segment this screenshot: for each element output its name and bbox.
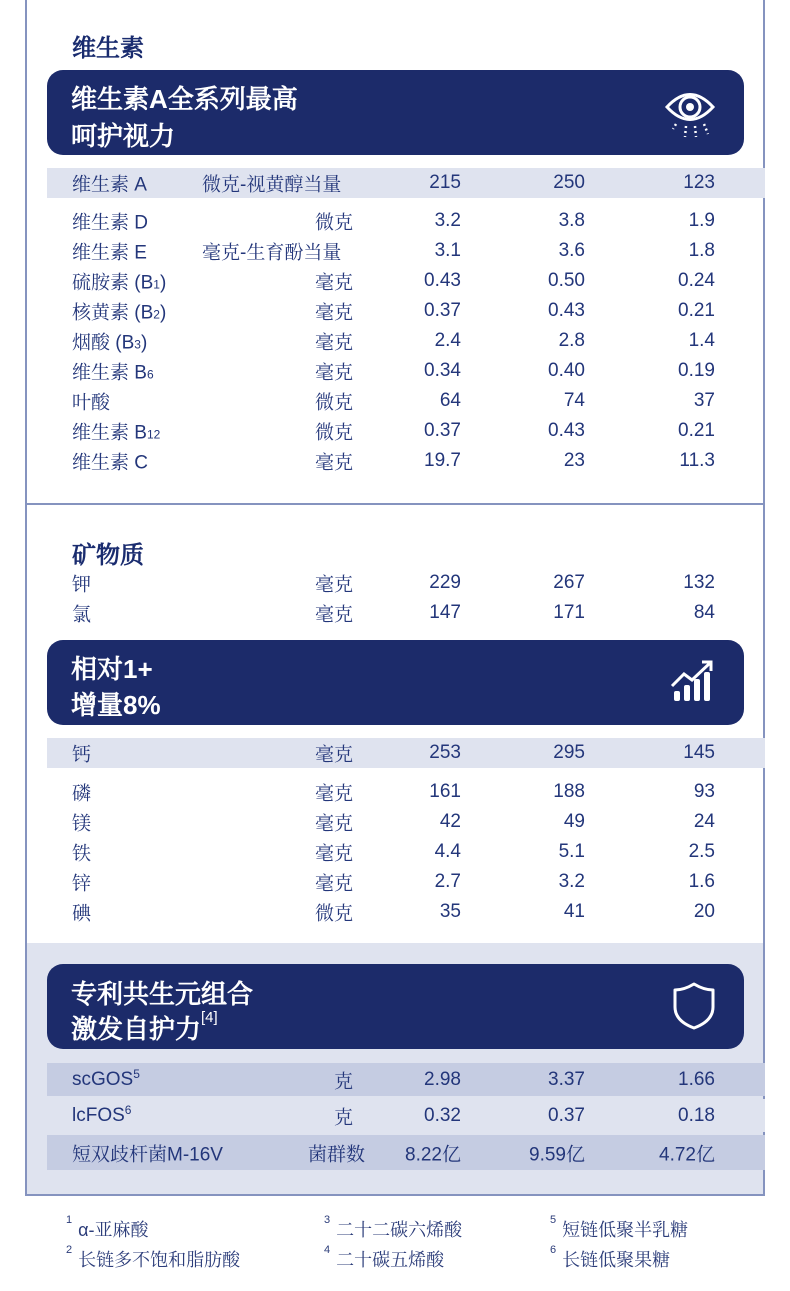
shield-icon xyxy=(672,981,716,1036)
table-row: 钙 毫克 253 295 145 xyxy=(47,738,765,768)
minerals-title: 矿物质 xyxy=(72,542,144,569)
growth-chart-icon xyxy=(670,658,716,709)
footnote: $^2$ 长链多不饱和脂肪酸 xyxy=(66,1244,241,1270)
table-row: 碘 微克 35 41 20 xyxy=(72,901,715,925)
prebiotics-banner-line1: 专利共生元组合 xyxy=(71,979,254,1009)
table-row: 维生素 E 毫克-生育酚当量 3.1 3.6 1.8 xyxy=(72,240,715,264)
table-row: 维生素 D 微克 3.2 3.8 1.9 xyxy=(72,210,715,234)
footnote: $^4$ 二十碳五烯酸 xyxy=(324,1244,445,1270)
vitamins-banner xyxy=(47,70,744,155)
prebiotics-banner-line2: 激发自护力[4] xyxy=(71,1009,218,1044)
table-row: 硫胺素 (B1) 毫克 0.43 0.50 0.24 xyxy=(72,270,715,294)
table-row: 钾 毫克 229 267 132 xyxy=(72,572,715,596)
prebiotics-banner xyxy=(47,964,744,1049)
minerals-banner-line1: 相对1+ xyxy=(71,654,153,684)
table-row: 维生素 A 微克-视黄醇当量 215 250 123 xyxy=(47,168,765,198)
table-row: 氯 毫克 147 171 84 xyxy=(72,602,715,626)
reference-marker: [4] xyxy=(201,1009,218,1026)
table-row: 短双歧杆菌M-16V 菌群数 8.22亿 9.59亿 4.72亿 xyxy=(47,1135,765,1170)
vitamins-banner-line1: 维生素A全系列最高 xyxy=(71,84,298,114)
table-row: 叶酸 微克 64 74 37 xyxy=(72,390,715,414)
table-row: 锌 毫克 2.7 3.2 1.6 xyxy=(72,871,715,895)
vitamins-title: 维生素 xyxy=(72,35,144,62)
table-row: 烟酸 (B3) 毫克 2.4 2.8 1.4 xyxy=(72,330,715,354)
minerals-banner xyxy=(47,640,744,725)
footnote: $^5$ 短链低聚半乳糖 xyxy=(550,1214,689,1240)
footnote: $^3$ 二十二碳六烯酸 xyxy=(324,1214,463,1240)
footnote: $^6$ 长链低聚果糖 xyxy=(550,1244,671,1270)
table-row: 镁 毫克 42 49 24 xyxy=(72,811,715,835)
table-row: 维生素 B12 微克 0.37 0.43 0.21 xyxy=(72,420,715,444)
table-row: 铁 毫克 4.4 5.1 2.5 xyxy=(72,841,715,865)
eye-icon xyxy=(664,82,716,147)
minerals-banner-line2: 增量8% xyxy=(71,690,161,720)
table-row: 维生素 C 毫克 19.7 23 11.3 xyxy=(72,450,715,474)
table-row: 维生素 B6 毫克 0.34 0.40 0.19 xyxy=(72,360,715,384)
table-row: 核黄素 (B2) 毫克 0.37 0.43 0.21 xyxy=(72,300,715,324)
footnote: $^1$ α-亚麻酸 xyxy=(66,1214,149,1240)
table-row: lcFOS$^6$ 克 0.32 0.37 0.18 xyxy=(47,1099,765,1132)
table-row: 磷 毫克 161 188 93 xyxy=(72,781,715,805)
table-row: scGOS$^5$ 克 2.98 3.37 1.66 xyxy=(47,1063,765,1096)
vitamins-banner-line2: 呵护视力 xyxy=(71,121,176,151)
